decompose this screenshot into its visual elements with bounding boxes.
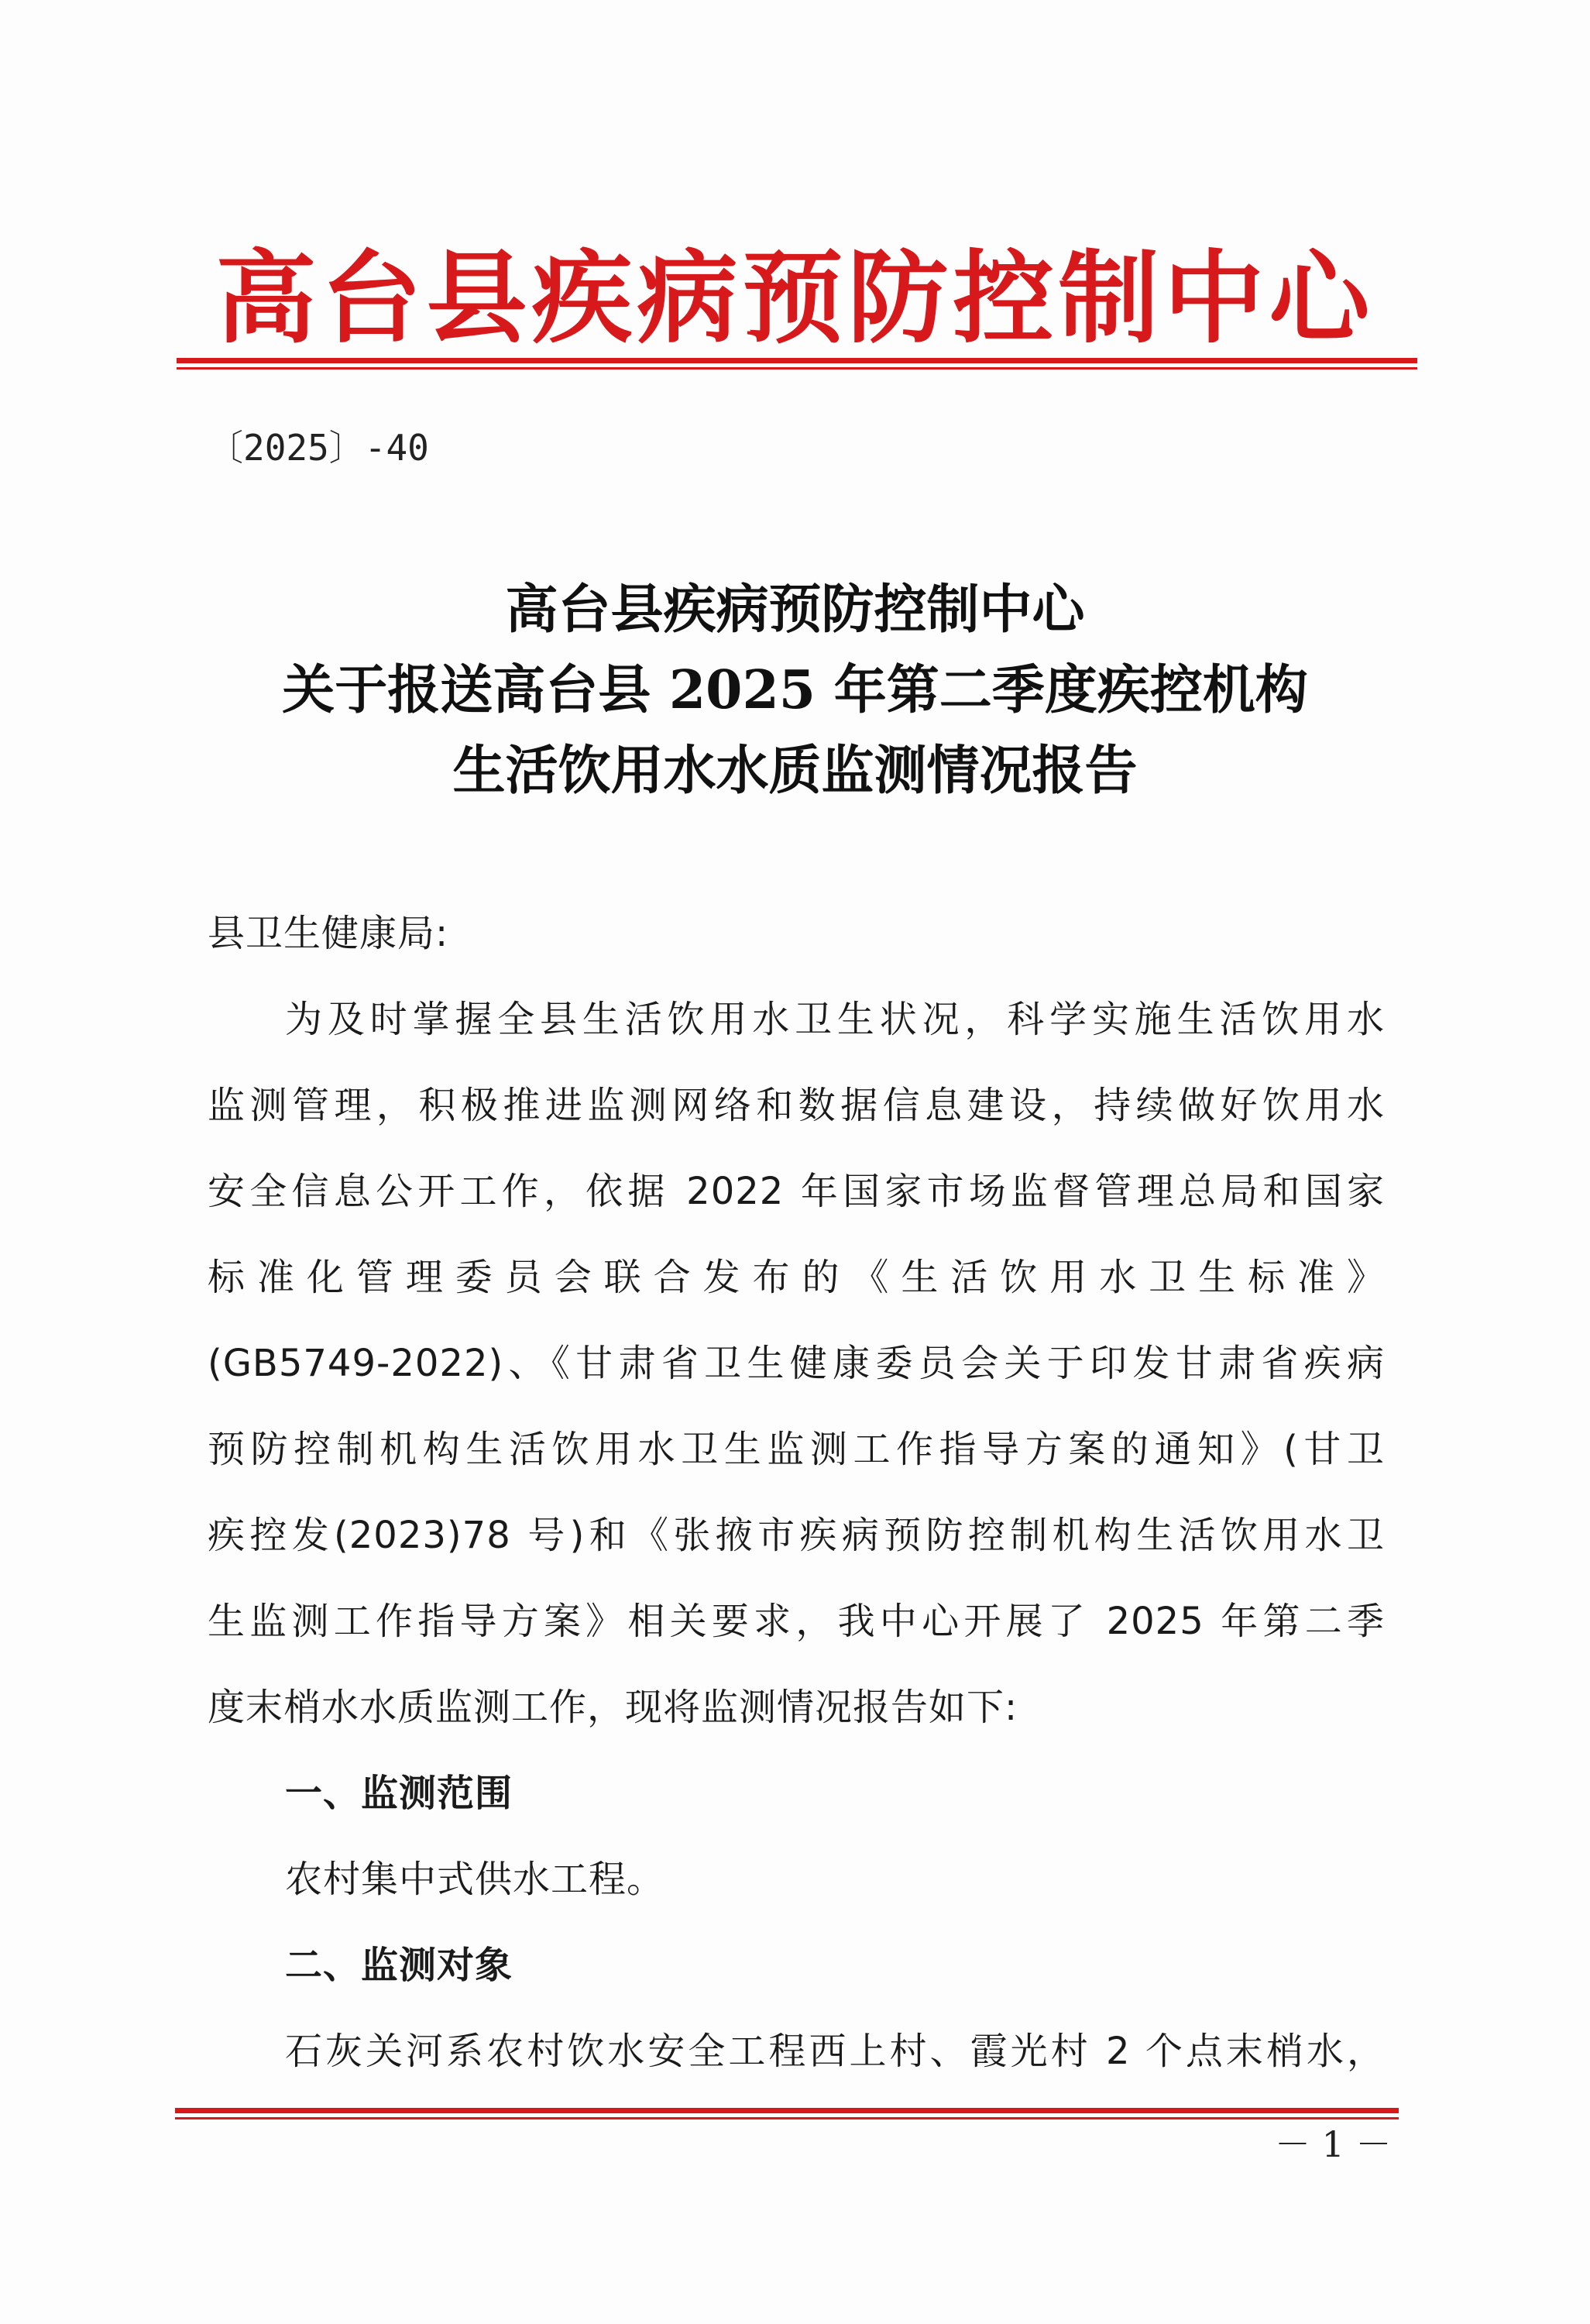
title-line-2: 关于报送高台县 2025 年第二季度疾控机构 bbox=[282, 659, 1308, 721]
section-heading-monitoring-objects: 二、监测对象 bbox=[285, 1944, 513, 1987]
footer-rule-thick bbox=[175, 2108, 1399, 2113]
salutation: 县卫生健康局: bbox=[208, 912, 449, 955]
section-text-monitoring-objects: 石灰关河系农村饮水安全工程西上村、霞光村 2 个点末梢水， bbox=[285, 2030, 1385, 2073]
paragraph-line: 疾控发(2023)78 号)和《张掖市疾病预防控制机构生活饮用水卫 bbox=[208, 1514, 1385, 1557]
document-body bbox=[208, 891, 1385, 2095]
footer-red-rule bbox=[175, 2108, 1399, 2120]
section-heading-monitoring-scope: 一、监测范围 bbox=[285, 1772, 513, 1815]
header-red-rule bbox=[177, 358, 1417, 370]
paragraph-line: 监测管理，积极推进监测网络和数据信息建设，持续做好饮用水 bbox=[208, 1084, 1385, 1127]
paragraph-line: 标准化管理委员会联合发布的《生活饮用水卫生标准》 bbox=[208, 1256, 1385, 1299]
paragraph-line: 度末梢水水质监测工作，现将监测情况报告如下: bbox=[208, 1686, 1018, 1729]
paragraph-line: 生监测工作指导方案》相关要求，我中心开展了 2025 年第二季 bbox=[208, 1600, 1385, 1643]
paragraph-line: 预防控制机构生活饮用水卫生监测工作指导方案的通知》(甘卫 bbox=[208, 1428, 1385, 1471]
footer-rule-thin bbox=[175, 2117, 1399, 2119]
title-line-3: 生活饮用水水质监测情况报告 bbox=[452, 740, 1138, 802]
header-rule-thick bbox=[177, 358, 1417, 363]
document-number: 〔2025〕-40 bbox=[208, 427, 429, 469]
title-line-1: 高台县疾病预防控制中心 bbox=[505, 579, 1085, 641]
paragraph-line: 安全信息公开工作，依据 2022 年国家市场监督管理总局和国家 bbox=[208, 1170, 1385, 1213]
issuing-organization-header: 高台县疾病预防控制中心 bbox=[215, 239, 1375, 357]
paragraph-line: (GB5749-2022)、《甘肃省卫生健康委员会关于印发甘肃省疾病 bbox=[208, 1342, 1385, 1385]
paragraph-line: 为及时掌握全县生活饮用水卫生状况，科学实施生活饮用水 bbox=[285, 998, 1385, 1041]
header-rule-thin bbox=[177, 367, 1417, 370]
page-number: － 1 － bbox=[1275, 2123, 1392, 2165]
document-title bbox=[155, 569, 1435, 811]
section-text-monitoring-scope: 农村集中式供水工程。 bbox=[285, 1858, 665, 1901]
